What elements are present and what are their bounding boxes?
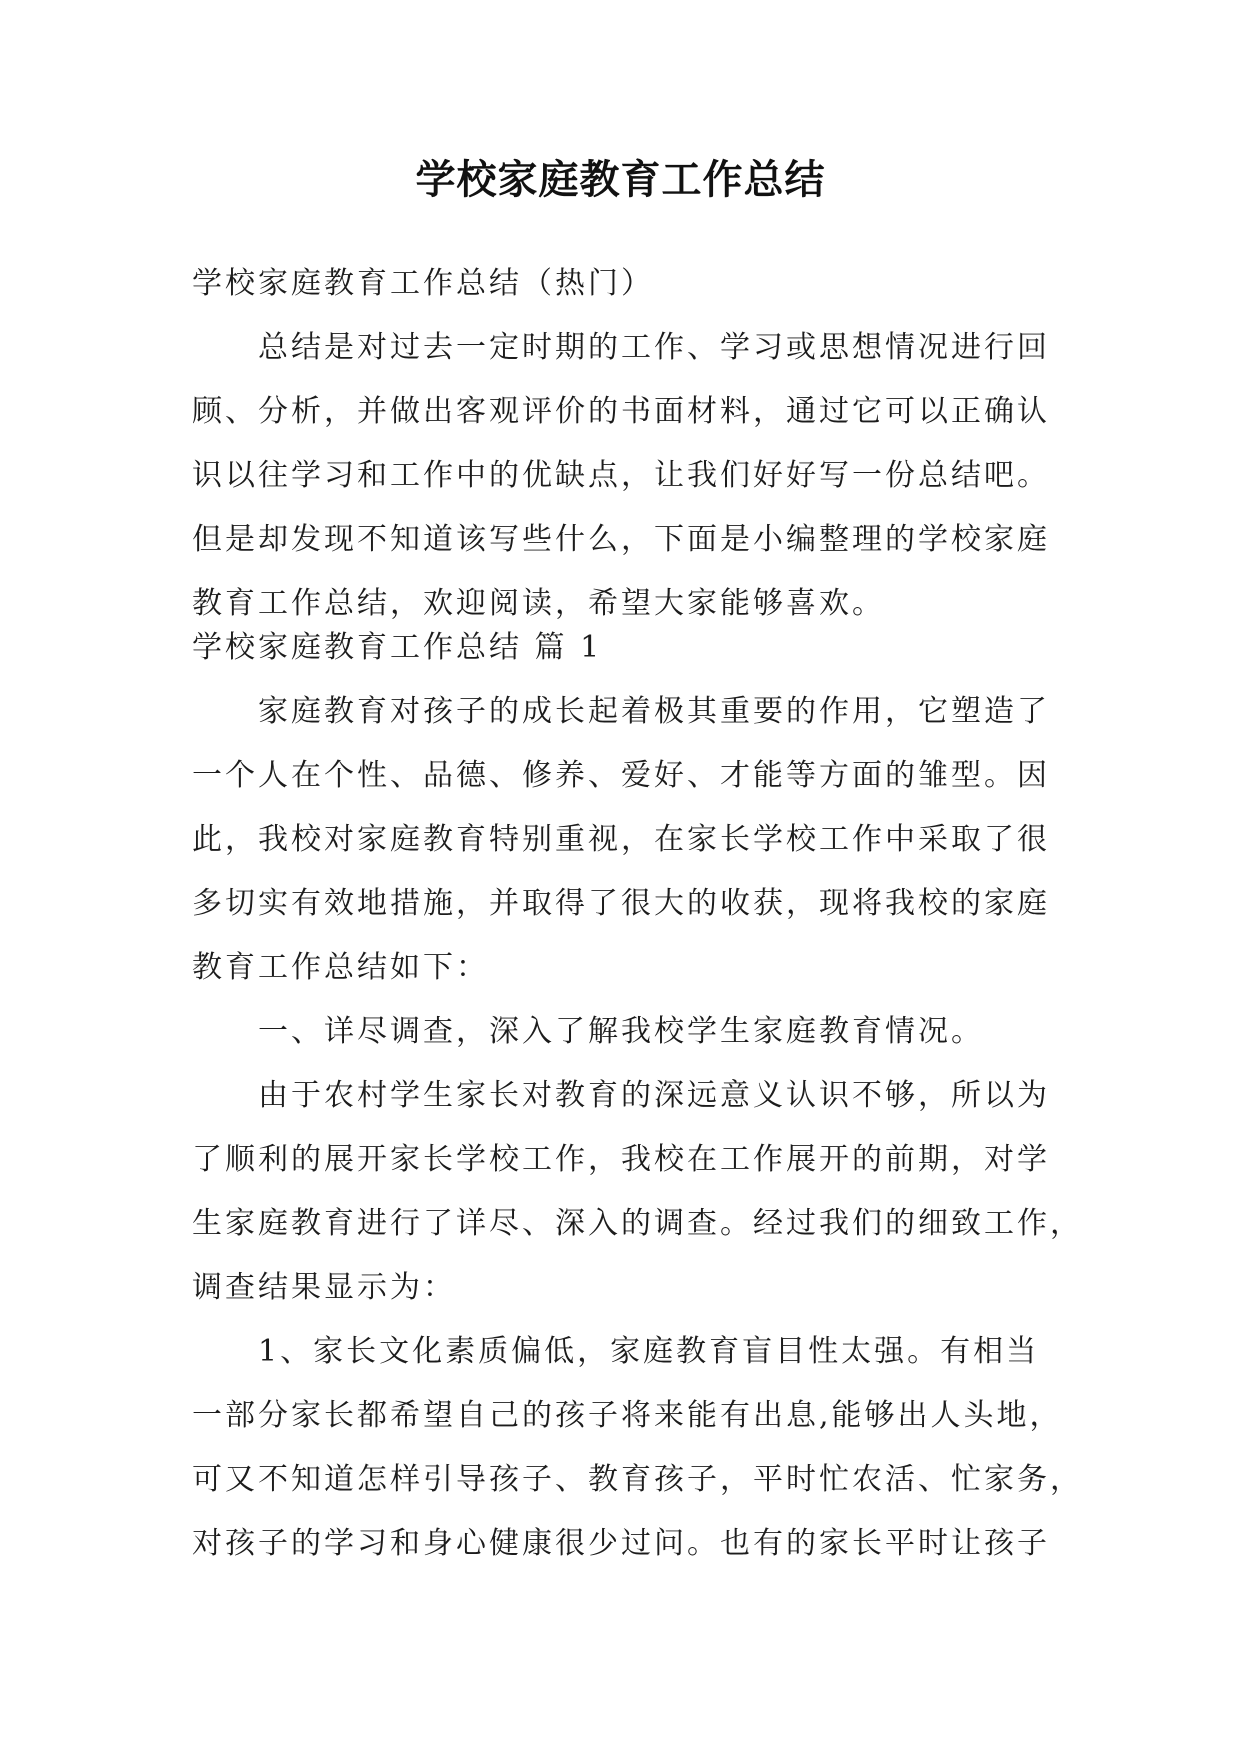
paragraph-line: 识以往学习和工作中的优缺点，让我们好好写一份总结吧。 xyxy=(192,458,1050,493)
section-heading: 学校家庭教育工作总结 篇 1 xyxy=(192,630,603,665)
section-body xyxy=(192,616,1083,1576)
paragraph-line: 此，我校对家庭教育特别重视，在家长学校工作中采取了很 xyxy=(192,822,1050,857)
paragraph-line: 但是却发现不知道该写些什么，下面是小编整理的学校家庭 xyxy=(192,522,1050,557)
paragraph-line: 了顺利的展开家长学校工作，我校在工作展开的前期，对学 xyxy=(192,1142,1050,1177)
paragraph-line: 家庭教育对孩子的成长起着极其重要的作用，它塑造了 xyxy=(258,694,1050,729)
subtitle: 学校家庭教育工作总结（热门） xyxy=(192,266,654,301)
document-title: 学校家庭教育工作总结 xyxy=(415,157,826,203)
paragraph-line: 可又不知道怎样引导孩子、教育孩子，平时忙农活、忙家务， xyxy=(192,1462,1083,1497)
paragraph-line: 一部分家长都希望自己的孩子将来能有出息,能够出人头地， xyxy=(192,1398,1063,1433)
paragraph-line: 教育工作总结如下： xyxy=(192,950,489,985)
document-body xyxy=(192,252,1062,636)
paragraph-line: 一个人在个性、品德、修养、爱好、才能等方面的雏型。因 xyxy=(192,758,1050,793)
paragraph-line: 由于农村学生家长对教育的深远意义认识不够，所以为 xyxy=(258,1078,1050,1113)
paragraph-line: 生家庭教育进行了详尽、深入的调查。经过我们的细致工作， xyxy=(192,1206,1083,1241)
paragraph-line: 顾、分析，并做出客观评价的书面材料，通过它可以正确认 xyxy=(192,394,1050,429)
paragraph-line: 调查结果显示为： xyxy=(192,1270,456,1305)
paragraph-line: 1、家长文化素质偏低，家庭教育盲目性太强。有相当 xyxy=(258,1334,1040,1369)
paragraph-line: 对孩子的学习和身心健康很少过问。也有的家长平时让孩子 xyxy=(192,1526,1050,1561)
paragraph-line: 多切实有效地措施，并取得了很大的收获，现将我校的家庭 xyxy=(192,886,1050,921)
paragraph-line: 教育工作总结，欢迎阅读，希望大家能够喜欢。 xyxy=(192,586,885,621)
paragraph-line: 一、详尽调查，深入了解我校学生家庭教育情况。 xyxy=(258,1014,984,1049)
paragraph-line: 总结是对过去一定时期的工作、学习或思想情况进行回 xyxy=(258,330,1050,365)
